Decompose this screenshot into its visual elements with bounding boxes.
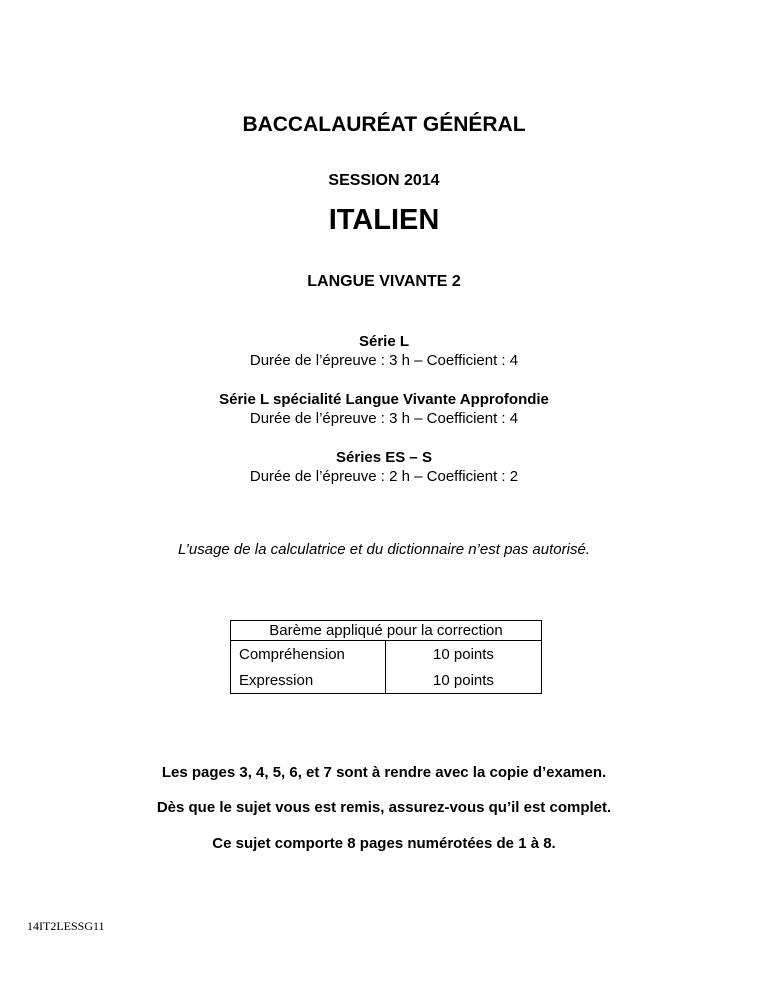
instruction-check-complete: Dès que le sujet vous est remis, assurez-vous qu’il est complet. — [156, 799, 612, 816]
grading-table-heading: Barème appliqué pour la correction — [231, 621, 542, 641]
subject-title: ITALIEN — [328, 204, 440, 236]
grading-points: 10 points — [386, 667, 542, 694]
language-level: LANGUE VIVANTE 2 — [307, 273, 461, 290]
grading-label: Compréhension — [231, 641, 386, 668]
table-row — [231, 641, 542, 668]
series-detail-es-s: Durée de l’épreuve : 2 h – Coefficient : 2 — [249, 468, 519, 485]
series-name-es-s: Séries ES – S — [336, 449, 432, 466]
table-row — [231, 667, 542, 694]
series-name-lva: Série L spécialité Langue Vivante Approfondie — [219, 391, 549, 408]
series-detail-l: Durée de l’épreuve : 3 h – Coefficient : 4 — [249, 352, 519, 369]
exam-code: 14IT2LESSG11 — [27, 919, 105, 933]
instruction-pages-return: Les pages 3, 4, 5, 6, et 7 sont à rendre avec la copie d’examen. — [161, 764, 607, 781]
session-label: SESSION 2014 — [328, 172, 440, 189]
instruction-page-count: Ce sujet comporte 8 pages numérotées de 1 à 8. — [212, 835, 556, 852]
grading-table — [230, 620, 542, 694]
exam-title: BACCALAURÉAT GÉNÉRAL — [242, 113, 526, 136]
grading-label: Expression — [231, 667, 386, 694]
calculator-note: L’usage de la calculatrice et du dictionnaire n’est pas autorisé. — [178, 541, 590, 558]
grading-points: 10 points — [386, 641, 542, 668]
series-name-l: Série L — [358, 333, 410, 350]
series-detail-lva: Durée de l’épreuve : 3 h – Coefficient : 4 — [249, 410, 519, 427]
